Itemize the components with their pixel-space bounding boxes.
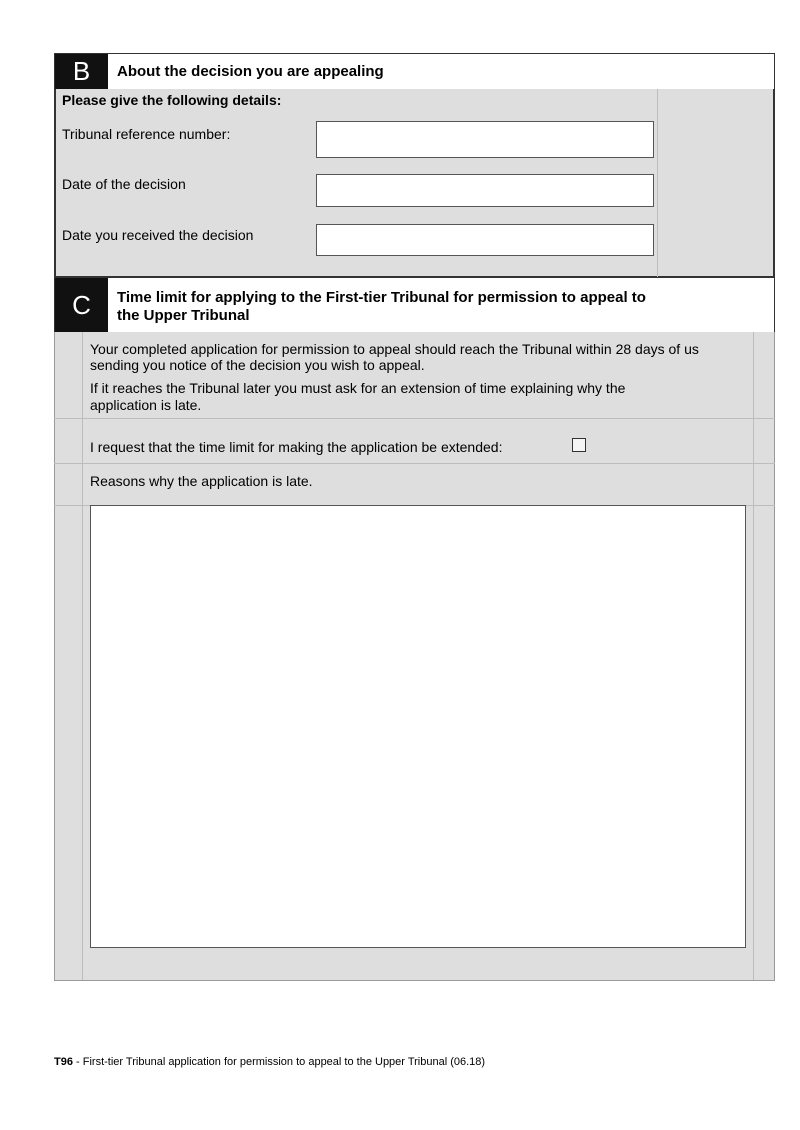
section-c-left-divider: [82, 332, 83, 980]
section-c-letter: C: [55, 278, 108, 332]
section-b-title: About the decision you are appealing: [117, 63, 384, 80]
footer: [54, 1055, 485, 1069]
section-b-letter: B: [55, 54, 108, 89]
row-divider-2: [54, 463, 775, 464]
reasons-label: Reasons why the application is late.: [90, 473, 313, 489]
section-b-instruction: Please give the following details:: [62, 92, 282, 108]
reasons-textarea[interactable]: [90, 505, 746, 948]
decision-date-input-box: [316, 174, 654, 207]
decision-date-input[interactable]: [317, 175, 653, 206]
section-c-title-line1: Time limit for applying to the First-tier Tribunal for permission to appeal to: [117, 289, 646, 306]
section-b-divider: [657, 89, 658, 277]
late-text-line2: application is late.: [90, 397, 202, 413]
footer-description: - First-tier Tribunal application for permission to appeal to the Upper Tribunal (06.18): [72, 1056, 486, 1068]
section-c-right-divider: [753, 332, 754, 980]
section-c-title-line2: the Upper Tribunal: [117, 307, 250, 324]
row-divider-1: [54, 418, 775, 419]
section-b-header: [54, 53, 775, 90]
reference-number-input[interactable]: [317, 122, 653, 157]
section-c-header: [54, 277, 775, 333]
decision-date-label: Date of the decision: [62, 176, 186, 192]
reference-number-label: Tribunal reference number:: [62, 126, 231, 142]
received-date-input-box: [316, 224, 654, 256]
time-limit-text-line1: Your completed application for permission to appeal should reach the Tribunal within 28 days of us: [90, 341, 699, 357]
extension-label: I request that the time limit for making the application be extended:: [90, 439, 503, 455]
extension-checkbox[interactable]: [572, 438, 586, 452]
late-text-line1: If it reaches the Tribunal later you must ask for an extension of time explaining why the: [90, 380, 626, 396]
time-limit-text-line2: sending you notice of the decision you wish to appeal.: [90, 357, 425, 373]
received-date-input[interactable]: [317, 225, 653, 255]
footer-form-code: T96: [54, 1056, 73, 1068]
received-date-label: Date you received the decision: [62, 227, 254, 243]
reference-number-input-box: [316, 121, 654, 158]
